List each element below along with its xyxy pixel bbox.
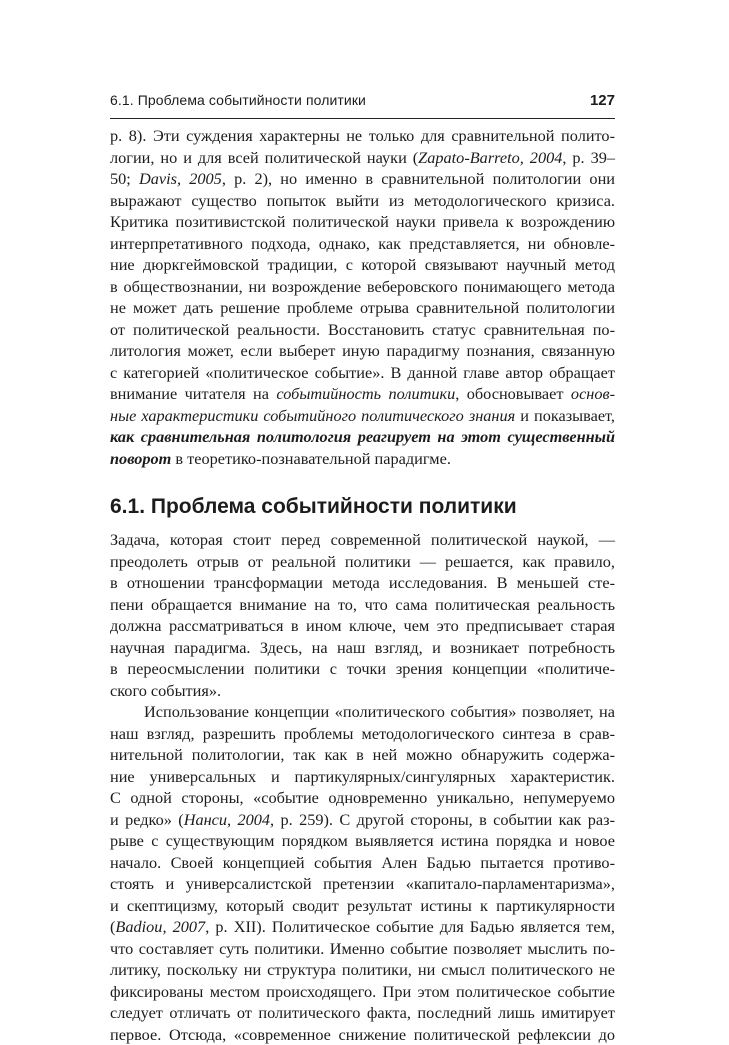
text-run: , р. 259). С другой стороны, в событии как раз- — [270, 810, 615, 829]
text-line — [110, 615, 615, 637]
text-line — [110, 658, 615, 680]
text-run: выражают существо попыток выйти из методологического кризиса. — [110, 191, 615, 210]
text-line — [110, 1024, 615, 1045]
text-line — [110, 190, 615, 212]
text-line — [110, 981, 615, 1003]
text-run: стоять и универсалистской претензии «капитало-парламентаризма», — [110, 874, 615, 893]
text-line — [110, 852, 615, 874]
text-line — [110, 297, 615, 319]
text-line — [110, 572, 615, 594]
text-run: и показывает, — [515, 406, 615, 425]
text-run: , p. 39– — [562, 148, 615, 167]
text-line — [110, 362, 615, 384]
text-line — [110, 276, 615, 298]
paragraph-1 — [110, 529, 615, 701]
running-title: 6.1. Проблема событийности политики — [110, 92, 366, 108]
page-body — [110, 125, 615, 1045]
text-line — [110, 809, 615, 831]
text-run: ского события». — [110, 681, 221, 700]
text-line — [110, 895, 615, 917]
text-line — [110, 529, 615, 551]
emphasis-text: поворот — [110, 449, 171, 468]
text-run: литология может, если выберет иную парадигму познания, связанную — [110, 341, 615, 360]
emphasis-text: как сравнительная политология реагирует на этот существенный — [110, 427, 615, 446]
text-run: ние универсальных и партикулярных/сингулярных характеристик. — [110, 767, 615, 786]
text-run: нительной политологии, так как в ней можно обнаружить содержа- — [110, 745, 615, 764]
text-line — [110, 637, 615, 659]
text-run: С одной стороны, «событие одновременно уникально, непумеруемо — [110, 788, 615, 807]
text-line — [110, 594, 615, 616]
text-line — [110, 873, 615, 895]
text-run: р. 8). Эти суждения характерны не только для сравнительной полито- — [110, 126, 615, 145]
running-header — [110, 92, 615, 109]
text-line — [110, 211, 615, 233]
text-run: внимание читателя на — [110, 384, 276, 403]
text-run: интерпретативного подхода, однако, как представляется, ни обновле- — [110, 234, 615, 253]
text-run: рыве с существующим порядком выявляется истина порядка и новое — [110, 831, 615, 850]
text-run: фиксированы местом происходящего. При этом политическое событие — [110, 982, 615, 1001]
text-line — [110, 766, 615, 788]
text-line — [110, 383, 615, 405]
text-line — [110, 916, 615, 938]
text-line — [110, 168, 615, 190]
text-line — [110, 125, 615, 147]
paragraph-2 — [110, 701, 615, 1045]
text-run: преодолеть отрыв от реальной политики — решается, как правило, — [110, 552, 615, 571]
text-line — [110, 319, 615, 341]
text-line — [110, 959, 615, 981]
text-line — [110, 701, 615, 723]
emphasis-text: Нанси, 2004 — [184, 810, 270, 829]
text-run: логии, но и для всей политической науки ( — [110, 148, 418, 167]
text-run: Критика позитивистской политической науки привела к возрождению — [110, 212, 615, 231]
text-line — [110, 551, 615, 573]
text-line — [110, 340, 615, 362]
text-run: ние дюркгеймовской традиции, с которой связывают научный метод — [110, 255, 615, 274]
text-line — [110, 1002, 615, 1024]
text-line — [110, 830, 615, 852]
text-run: Задача, которая стоит перед современной политической наукой, — — [110, 530, 615, 549]
text-run: что составляет суть политики. Именно событие позволяет мыслить по- — [110, 939, 615, 958]
text-line — [110, 426, 615, 448]
intro-paragraph — [110, 125, 615, 469]
text-run: , p. XII). Политическое событие для Бадью является тем, — [205, 917, 615, 936]
text-run: литику, поскольку ни структура политики, ни смысл политического не — [110, 960, 615, 979]
text-line — [110, 254, 615, 276]
section-heading: 6.1. Проблема событийности политики — [110, 494, 615, 520]
text-line — [110, 938, 615, 960]
text-run: пени обращается внимание на то, что сама политическая реальность — [110, 595, 615, 614]
emphasis-text: Badiou, 2007 — [115, 917, 205, 936]
text-run: , обосновывает — [455, 384, 571, 403]
emphasis-text: Davis, 2005 — [139, 169, 222, 188]
text-run: не может дать решение проблеме отрыва сравнительной политологии — [110, 298, 615, 317]
text-run: с категорией «политическое событие». В данной главе автор обращает — [110, 363, 615, 382]
text-run: ( — [110, 917, 115, 936]
text-run: в обществознании, ни возрождение веберовского понимающего метода — [110, 277, 615, 296]
text-run: следует отличать от политического факта, последний лишь имитирует — [110, 1003, 615, 1022]
text-run: в теоретико-познавательной парадигме. — [171, 449, 451, 468]
emphasis-text: основ- — [571, 384, 615, 403]
emphasis-text: ные характеристики событийного политического знания — [110, 406, 515, 425]
text-line — [110, 147, 615, 169]
text-run: Использование концепции «политического события» позволяет, на — [144, 702, 615, 721]
text-run: научная парадигма. Здесь, на наш взгляд, и возникает потребность — [110, 638, 615, 657]
text-run: в отношении трансформации метода исследования. В меньшей сте- — [110, 573, 615, 592]
text-run: от политической реальности. Восстановить статус сравнительная по- — [110, 320, 615, 339]
text-run: и редко» ( — [110, 810, 184, 829]
text-run: 50; — [110, 169, 139, 188]
text-run: наш взгляд, разрешить проблемы методологического синтеза в срав- — [110, 724, 615, 743]
emphasis-text: Zapato-Barreto, 2004 — [418, 148, 562, 167]
text-line — [110, 787, 615, 809]
text-line — [110, 448, 615, 470]
text-run: , p. 2), но именно в сравнительной политологии они — [222, 169, 615, 188]
text-run: и скептицизму, который сводит результат истины к партикулярности — [110, 896, 615, 915]
text-run: в переосмыслении политики с точки зрения концепции «политиче- — [110, 659, 615, 678]
text-run: начало. Своей концепцией события Ален Бадью пытается противо- — [110, 853, 615, 872]
text-line — [110, 233, 615, 255]
text-line — [110, 680, 615, 702]
header-rule — [110, 118, 615, 119]
page-number: 127 — [590, 92, 615, 109]
emphasis-text: событийность политики — [276, 384, 455, 403]
text-line — [110, 744, 615, 766]
text-run: должна рассматриваться в ином ключе, чем это предписывает старая — [110, 616, 615, 635]
text-line — [110, 405, 615, 427]
text-run: первое. Отсюда, «современное снижение политической рефлексии до — [110, 1025, 615, 1044]
text-line — [110, 723, 615, 745]
